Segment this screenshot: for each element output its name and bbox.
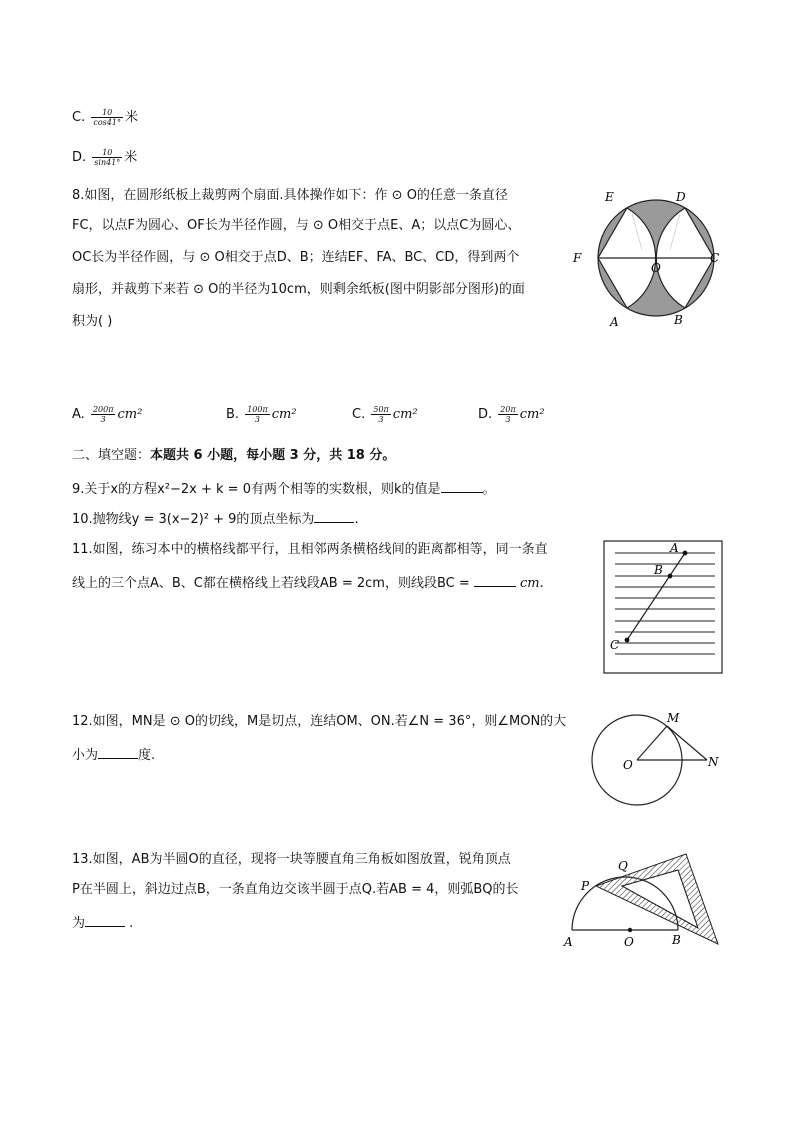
q9: [72, 478, 496, 500]
unit: cm²: [392, 407, 418, 422]
fraction: [498, 405, 517, 424]
denominator: 3: [254, 415, 261, 424]
option-c-prev: [72, 108, 138, 128]
option-d-prev: [72, 148, 137, 168]
unit: cm²: [117, 407, 143, 422]
label-m: M: [667, 711, 680, 725]
point-o: [628, 928, 632, 932]
label-d: D: [676, 190, 686, 204]
label-b: B: [654, 563, 663, 577]
fraction: [92, 148, 122, 167]
numerator: 10: [91, 108, 123, 118]
denominator: 3: [505, 415, 511, 424]
numerator: 50π: [373, 405, 389, 414]
q12-text: 小为: [72, 748, 99, 763]
unit: 米: [124, 150, 138, 165]
answer-blank[interactable]: [98, 744, 138, 759]
label-q: Q: [618, 859, 628, 873]
q12-line-1: 12.如图，MN是 ⊙ O的切线，M是切点，连结OM、ON.若∠N = 36°，则∠MON的大: [72, 714, 567, 729]
option-label: A.: [72, 407, 85, 422]
numerator: 100π: [247, 405, 268, 414]
q8-option-c: [352, 405, 418, 424]
q10-tail: .: [354, 512, 359, 527]
option-label: B.: [226, 407, 240, 422]
label-o: O: [624, 935, 634, 949]
q8-figure: [570, 184, 730, 334]
unit: cm²: [271, 407, 297, 422]
denominator: 3: [100, 415, 106, 424]
label-b: B: [674, 313, 683, 327]
tangent-mn: [667, 726, 707, 760]
section-prefix: 二、填空题：: [72, 448, 151, 463]
section-heading: [72, 446, 395, 466]
q10-text: 10.抛物线y = 3(x−2)² + 9的顶点坐标为: [72, 512, 315, 527]
q12-tail: 度.: [138, 748, 156, 763]
denominator: 3: [378, 415, 384, 424]
q8-line-5: 积为( ): [72, 314, 113, 329]
denominator: sin41°: [94, 158, 121, 167]
q12-figure: [585, 708, 725, 812]
q13-line-1: 13.如图，AB为半圆O的直径，现将一块等腰直角三角板如图放置，锐角顶点: [72, 852, 511, 867]
numerator: 20π: [500, 405, 516, 414]
q8-option-b: [226, 405, 297, 424]
q8-line-3: OC长为半径作圆，与 ⊙ O相交于点D、B；连结EF、FA、BC、CD，得到两个: [72, 250, 520, 265]
point-c: [625, 638, 630, 643]
label-b: B: [672, 933, 681, 947]
q13-line-2: P在半圆上，斜边过点B，一条直角边交该半圆于点Q.若AB = 4，则弧BQ的长: [72, 882, 519, 897]
option-label: D.: [72, 150, 87, 165]
q13-text: 为: [72, 916, 86, 931]
label-a: A: [564, 935, 573, 949]
q8-line-4: 扇形，并裁剪下来若 ⊙ O的半径为10cm，则剩余纸板(图中阴影部分图形)的面: [72, 282, 525, 297]
q9-text: 9.关于x的方程x²−2x + k = 0有两个相等的实数根，则k的值是: [72, 482, 441, 497]
denominator: cos41°: [93, 118, 121, 127]
q8-option-d: [478, 405, 545, 424]
q11-text: 线上的三个点A、B、C都在横格线上若线段AB = 2cm，则线段BC =: [72, 576, 470, 591]
label-o: O: [651, 261, 661, 275]
fraction: [91, 405, 116, 424]
numerator: 200π: [92, 405, 114, 414]
fraction: [91, 108, 123, 127]
q8-line-1: 8.如图，在圆形纸板上裁剪两个扇面.具体操作如下：作 ⊙ O的任意一条直径: [72, 188, 508, 203]
unit: 米: [124, 110, 138, 125]
q10: [72, 508, 359, 530]
q13-figure: [560, 848, 730, 954]
section-rules: 本题共 6 小题，每小题 3 分，共 18 分。: [150, 448, 396, 463]
q9-tail: 。: [482, 482, 496, 497]
numerator: 10: [92, 148, 122, 158]
q11-line-1: 11.如图，练习本中的横格线都平行，且相邻两条横格线间的距离都相等，同一条直: [72, 542, 548, 557]
option-label: C.: [72, 110, 86, 125]
label-n: N: [708, 755, 719, 769]
label-c: C: [610, 638, 620, 652]
point-b: [668, 574, 673, 579]
answer-blank[interactable]: [314, 508, 354, 523]
q11-unit: cm.: [520, 576, 544, 591]
answer-blank[interactable]: [441, 478, 483, 493]
label-a: A: [670, 541, 679, 555]
label-f: F: [573, 251, 582, 265]
segment-om: [637, 726, 667, 760]
notebook-frame: [604, 541, 722, 673]
q12-line-2: [72, 744, 155, 766]
point-a: [683, 551, 688, 556]
option-label: C.: [352, 407, 366, 422]
label-c: C: [710, 251, 720, 265]
q8-option-a: [72, 405, 142, 424]
fraction: [245, 405, 270, 424]
unit: cm²: [519, 407, 545, 422]
fraction: [371, 405, 390, 424]
answer-blank[interactable]: [474, 572, 516, 587]
q13-line-3: [72, 912, 133, 934]
q13-tail: .: [129, 916, 134, 931]
answer-blank[interactable]: [85, 912, 125, 927]
option-label: D.: [478, 407, 493, 422]
label-p: P: [581, 879, 590, 893]
q8-line-2: FC，以点F为圆心、OF长为半径作圆，与 ⊙ O相交于点E、A；以点C为圆心、: [72, 218, 521, 233]
label-a: A: [610, 315, 619, 329]
q11-figure: [603, 540, 723, 674]
label-o: O: [623, 758, 633, 772]
label-e: E: [605, 190, 614, 204]
q11-line-2: [72, 572, 544, 594]
